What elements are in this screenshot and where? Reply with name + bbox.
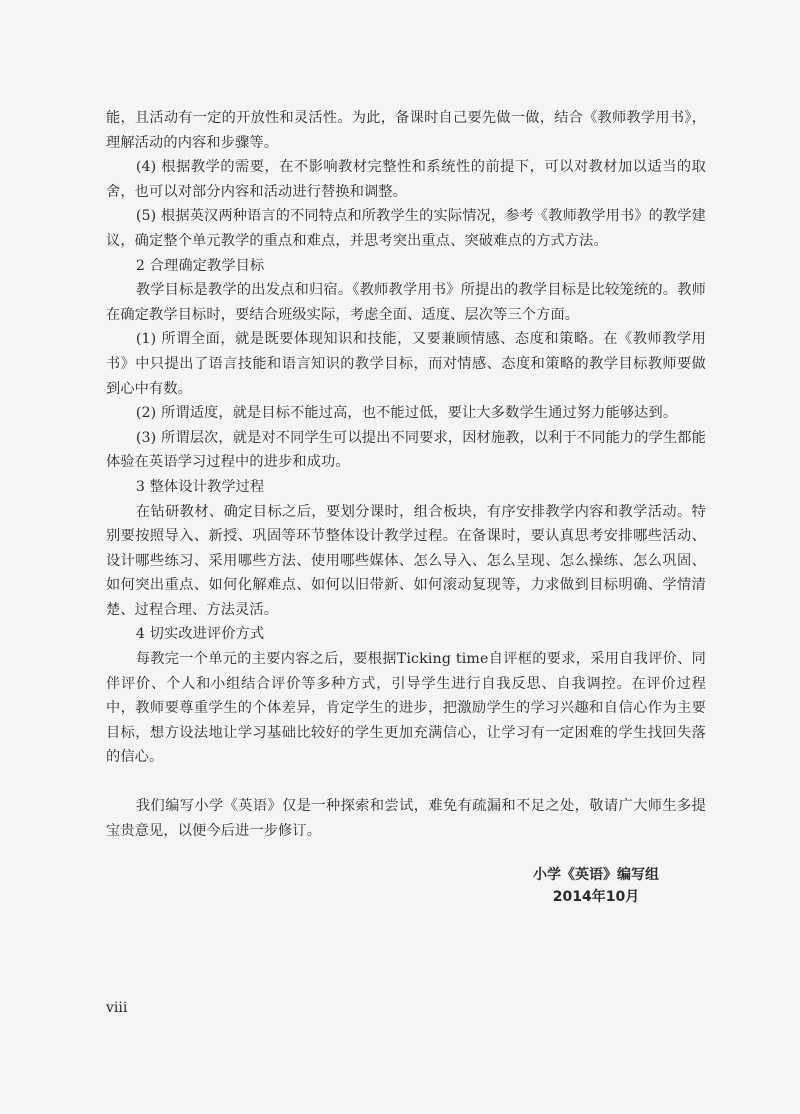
paragraph-4: 教学目标是教学的出发点和归宿。《教师教学用书》所提出的教学目标是比较笼统的。教师在确定教学目标时，要结合班级实际，考虑全面、适度、层次等三个方面。 <box>106 282 706 323</box>
section-heading-3: 3 整体设计教学过程 <box>135 478 265 495</box>
paragraph-2: (4) 根据教学的需要，在不影响教材完整性和系统性的前提下，可以对教材加以适当的取舍，也可以对部分内容和活动进行替换和调整。 <box>106 159 706 200</box>
signature-date: 2014年10月 <box>552 889 640 905</box>
paragraph-5: (1) 所谓全面，就是既要体现知识和技能，又要兼顾情感、态度和策略。在《教师教学用书》中只提出了语言技能和语言知识的教学目标，而对情感、态度和策略的教学目标教师要做到心中有数。 <box>106 331 706 397</box>
closing-paragraph: 我们编写小学《英语》仅是一种探索和尝试，难免有疏漏和不足之处，敬请广大师生多提宝贵意见，以便今后进一步修订。 <box>106 798 706 839</box>
paragraph-9: 每教完一个单元的主要内容之后，要根据Ticking time自评框的要求，采用自我评价、同伴评价、个人和小组结合评价等多种方式，引导学生进行自我反思、自我调控。在评价过程中，教师要尊重学生的个体差异，肯定学生的进步，把激励学生的学习兴趣和自信心作为主要目标，想方设法地让学习基础比较好的学生更加充满信心，让学习有一定困难的学生找回失落的信心。 <box>106 651 706 766</box>
page-number: viii <box>106 1000 128 1016</box>
paragraph-8: 在钻研教材、确定目标之后，要划分课时，组合板块，有序安排教学内容和教学活动。特别要按照导入、新授、巩固等环节整体设计教学过程。在备课时，要认真思考安排哪些活动、设计哪些练习、采用哪些方法、使用哪些媒体、怎么导入、怎么呈现、怎么操练、怎么巩固、如何突出重点、如何化解难点、如何以旧带新、如何滚动复现等，力求做到目标明确、学情清楚、过程合理、方法灵活。 <box>106 503 706 618</box>
paragraph-6: (2) 所谓适度，就是目标不能过高，也不能过低，要让大多数学生通过努力能够达到。 <box>135 405 678 422</box>
paragraph-7: (3) 所谓层次，就是对不同学生可以提出不同要求，因材施教，以利于不同能力的学生都能体验在英语学习过程中的进步和成功。 <box>106 429 706 471</box>
signature-block <box>533 864 659 908</box>
section-heading-2: 2 合理确定教学目标 <box>135 257 265 274</box>
paragraph-3: (5) 根据英汉两种语言的不同特点和所教学生的实际情况，参考《教师教学用书》的教学建议，确定整个单元教学的重点和难点，并思考突出重点、突破难点的方式方法。 <box>106 208 706 249</box>
paragraph-1: 能，且活动有一定的开放性和灵活性。为此，备课时自己要先做一做，结合《教师教学用书》，理解活动的内容和步骤等。 <box>106 110 706 151</box>
paragraph-spacer <box>106 770 706 794</box>
body-text <box>106 106 706 843</box>
section-heading-4: 4 切实改进评价方式 <box>135 626 265 643</box>
editorial-group: 小学《英语》编写组 <box>533 867 659 883</box>
